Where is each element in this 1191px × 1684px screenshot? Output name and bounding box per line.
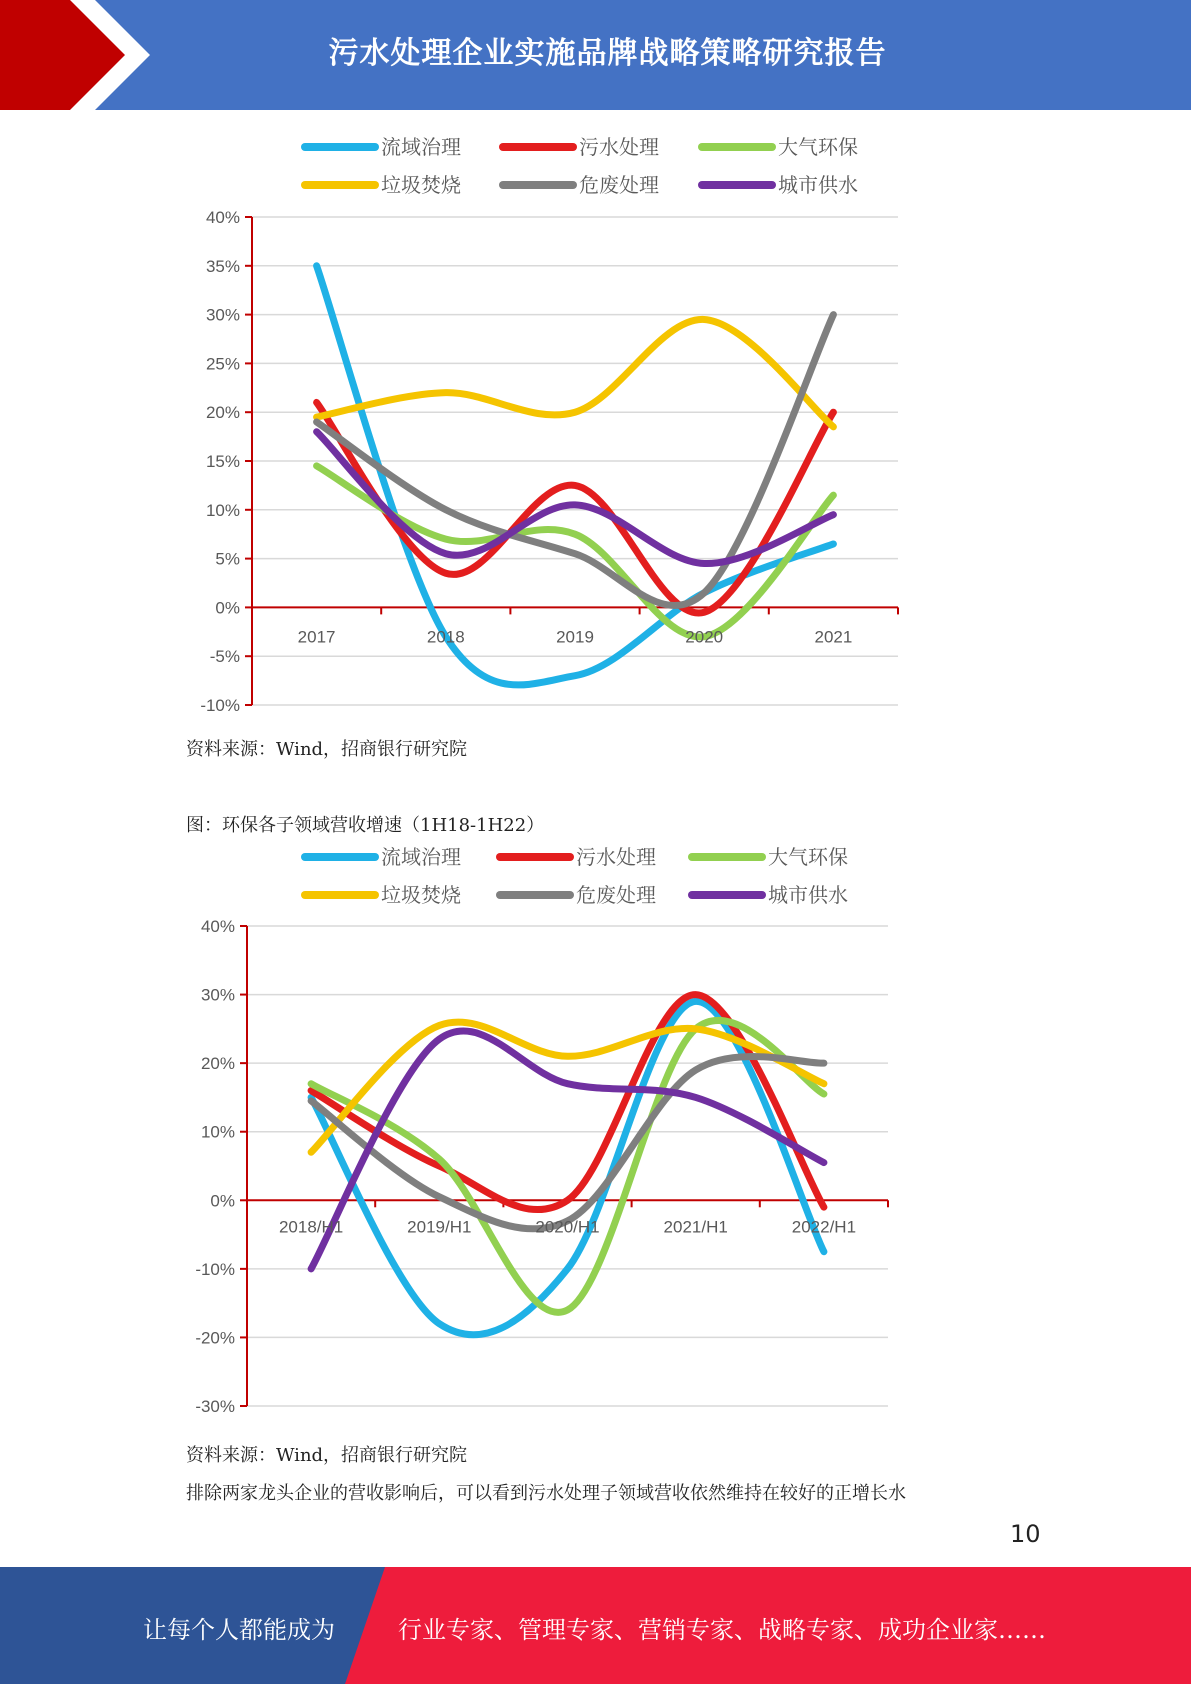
body-paragraph: 排除两家龙头企业的营收影响后，可以看到污水处理子领域营收依然维持在较好的正增长水: [186, 1483, 906, 1504]
legend-label: 流域治理: [381, 845, 461, 869]
y-tick-label: 30%: [200, 985, 235, 1005]
x-category-label: 2019/H1: [407, 1217, 472, 1237]
y-tick-label: 40%: [205, 208, 240, 227]
footer-slogan-left: 让每个人都能成为: [143, 1616, 335, 1644]
line-chart-halfyear: [0, 842, 1191, 1422]
y-tick-label: 0%: [210, 1191, 235, 1211]
y-tick-label: 10%: [205, 500, 240, 520]
x-category-label: 2020: [685, 627, 724, 647]
legend-label: 污水处理: [576, 845, 656, 869]
legend-label: 危废处理: [576, 883, 656, 907]
x-category-label: 2019: [556, 627, 594, 647]
y-tick-label: -10%: [195, 1259, 235, 1279]
y-tick-label: 20%: [200, 1054, 235, 1074]
page-title: 污水处理企业实施品牌战略策略研究报告: [328, 36, 887, 71]
page-header: [0, 0, 1191, 110]
legend-label: 垃圾焚烧: [381, 883, 461, 907]
y-tick-label: 5%: [215, 549, 240, 569]
x-category-label: 2020/H1: [535, 1217, 600, 1237]
legend-label: 城市供水: [768, 883, 848, 907]
page-number: 10: [1010, 1520, 1041, 1548]
line-chart-annual: [0, 120, 1191, 730]
chart2-caption: 图：环保各子领域营收增速（1H18-1H22）: [186, 815, 545, 836]
y-tick-label: 10%: [200, 1122, 235, 1142]
y-tick-label: -10%: [200, 696, 240, 715]
x-category-label: 2021/H1: [663, 1217, 728, 1237]
chart-revenue-growth-annual: [0, 120, 1191, 730]
chart-revenue-growth-halfyear: [0, 842, 1191, 1422]
legend-label: 大气环保: [768, 845, 848, 869]
legend-label: 流域治理: [381, 135, 461, 159]
y-tick-label: 15%: [205, 452, 240, 471]
y-tick-label: 20%: [205, 403, 240, 423]
legend-label: 危废处理: [579, 173, 659, 197]
y-tick-label: -5%: [209, 647, 240, 667]
legend-label: 大气环保: [778, 135, 858, 159]
y-tick-label: 40%: [200, 917, 235, 936]
x-category-label: 2017: [297, 627, 336, 647]
y-tick-label: 25%: [205, 354, 240, 374]
page-footer: [0, 1567, 1191, 1684]
y-tick-label: 35%: [205, 256, 240, 276]
chart2-source: 资料来源：Wind，招商银行研究院: [186, 1445, 468, 1466]
legend-label: 污水处理: [579, 135, 659, 159]
x-category-label: 2018: [426, 627, 465, 647]
y-tick-label: -20%: [195, 1328, 235, 1348]
legend-label: 城市供水: [778, 173, 858, 197]
y-tick-label: 0%: [215, 598, 240, 618]
y-tick-label: -30%: [195, 1397, 235, 1416]
legend-label: 垃圾焚烧: [381, 173, 461, 197]
y-tick-label: 30%: [205, 305, 240, 325]
series-line-垃圾焚烧: [317, 319, 834, 426]
chart1-source: 资料来源：Wind，招商银行研究院: [186, 739, 468, 760]
x-category-label: 2018/H1: [278, 1217, 344, 1237]
x-category-label: 2022/H1: [791, 1217, 857, 1237]
footer-slogan-right: 行业专家、管理专家、营销专家、战略专家、成功企业家……: [398, 1616, 1046, 1644]
x-category-label: 2021: [814, 627, 853, 647]
